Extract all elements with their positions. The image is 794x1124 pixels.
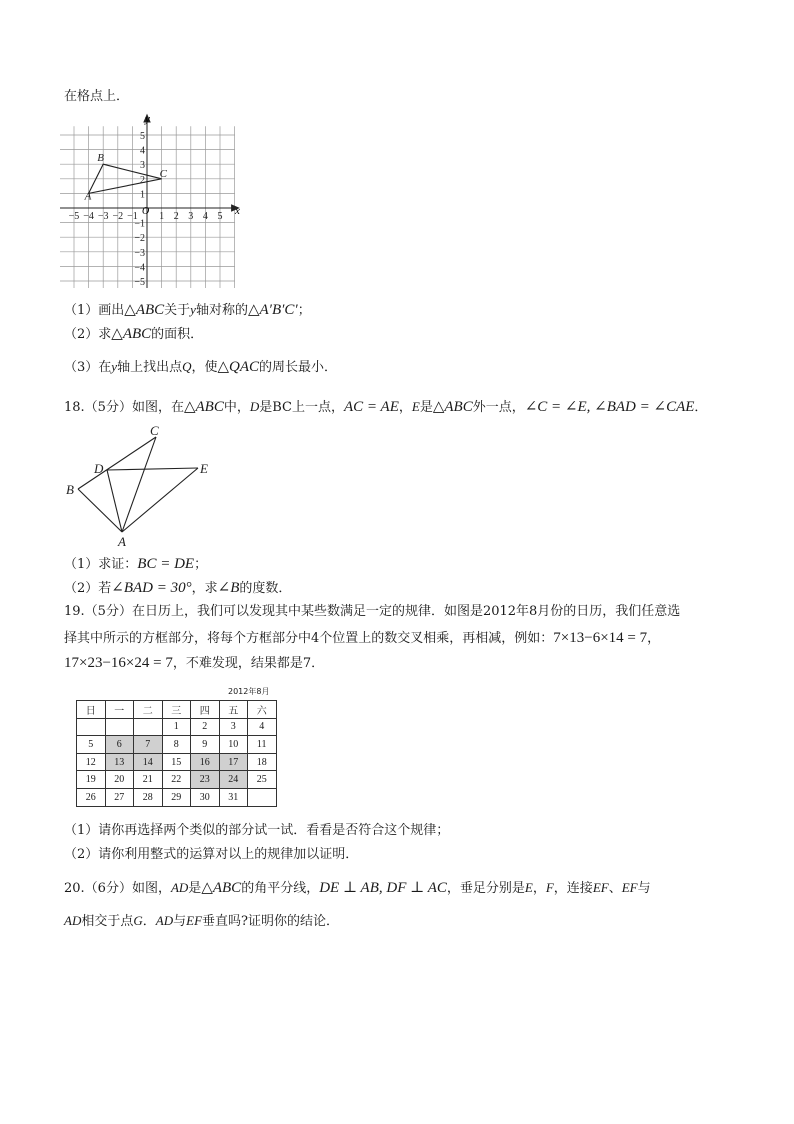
x-axis-label: x — [235, 205, 240, 217]
calendar-day-cell: 21 — [134, 771, 163, 789]
label-B: B — [66, 482, 74, 497]
calendar-day-cell: 10 — [219, 736, 248, 754]
q20-line1: 20.（6分）如图，AD是△ABC的角平分线，DE ⊥ AB, DF ⊥ AC，垂足分别是E，F，连接EF、EF与 — [64, 880, 651, 896]
calendar-day-cell: 28 — [134, 788, 163, 806]
calendar-weekday-cell: 二 — [134, 701, 163, 719]
q20-line2: AD相交于点G．AD与EF垂直吗?证明你的结论． — [64, 913, 339, 929]
calendar-weekday-cell: 一 — [105, 701, 134, 719]
q18-stem: 18.（5分）如图，在△ABC中，D是BC上一点，AC = AE，E是△ABC外一点，∠C = ∠E, ∠BAD = ∠CAE． — [64, 399, 708, 415]
calendar-table — [76, 700, 277, 807]
seg-BC — [78, 437, 156, 489]
label-C: C — [150, 424, 159, 438]
x-tick-label: −2 — [112, 211, 124, 222]
y-tick-label: −3 — [134, 247, 145, 259]
x-tick-label: −4 — [83, 211, 94, 222]
calendar-day-cell: 3 — [219, 718, 248, 736]
q19-line3: 17×23−16×24 = 7，不难发现，结果都是7． — [64, 655, 325, 671]
calendar-day-cell: 8 — [162, 736, 191, 754]
x-tick-label: −3 — [97, 211, 109, 222]
point-label-b: B — [97, 152, 104, 165]
calendar-day-cell: 2 — [191, 718, 220, 736]
calendar-week-row — [77, 718, 277, 736]
x-tick-label: 3 — [188, 211, 194, 222]
coordinate-grid-figure — [60, 112, 250, 288]
calendar-day-cell: 1 — [162, 718, 191, 736]
calendar-day-cell — [105, 718, 134, 736]
calendar-week-row — [77, 736, 277, 754]
x-tick-label: 5 — [217, 211, 223, 222]
calendar-day-cell: 16 — [191, 753, 220, 771]
label-D: D — [94, 461, 104, 476]
origin-label: O — [142, 206, 150, 217]
calendar-day-cell: 30 — [191, 788, 220, 806]
calendar-header-row — [77, 701, 277, 719]
calendar-week-row — [77, 771, 277, 789]
intro-line: 在格点上． — [64, 89, 130, 104]
label-A: A — [118, 534, 126, 549]
q19-line2: 择其中所示的方框部分，将每个方框部分中4个位置上的数交叉相乘，再相减，例如：7×13−6×14 = 7， — [64, 630, 661, 646]
point-label-a: A — [84, 190, 92, 203]
calendar-day-cell: 24 — [219, 771, 248, 789]
calendar-day-cell: 17 — [219, 753, 248, 771]
point-label-c: C — [159, 167, 167, 180]
calendar-day-cell: 7 — [134, 736, 163, 754]
x-tick-label: 1 — [159, 211, 165, 222]
calendar-day-cell: 25 — [248, 771, 277, 789]
calendar-day-cell: 5 — [77, 736, 106, 754]
calendar-weekday-cell: 日 — [77, 701, 106, 719]
calendar-day-cell: 18 — [248, 753, 277, 771]
calendar-day-cell: 20 — [105, 771, 134, 789]
y-tick-label: −4 — [134, 262, 145, 274]
y-axis-label: y — [145, 113, 150, 125]
calendar-day-cell: 9 — [191, 736, 220, 754]
calendar-day-cell: 26 — [77, 788, 106, 806]
calendar-day-cell — [248, 788, 277, 806]
calendar-weekday-cell: 五 — [219, 701, 248, 719]
calendar-weekday-cell: 三 — [162, 701, 191, 719]
y-tick-label: −2 — [134, 233, 145, 245]
y-tick-label: −1 — [134, 218, 145, 230]
calendar-day-cell: 4 — [248, 718, 277, 736]
calendar-day-cell — [77, 718, 106, 736]
q18-part1: （1）求证：BC = DE； — [64, 556, 208, 572]
seg-DA — [107, 470, 122, 532]
calendar-day-cell: 19 — [77, 771, 106, 789]
q19-line1: 19.（5分）在日历上，我们可以发现其中某些数满足一定的规律．如图是2012年8月份的日历，我们任意选 — [64, 604, 681, 619]
y-tick-label: 4 — [140, 145, 145, 157]
calendar-day-cell: 11 — [248, 736, 277, 754]
calendar-day-cell: 22 — [162, 771, 191, 789]
calendar-day-cell: 23 — [191, 771, 220, 789]
x-tick-label: 4 — [202, 211, 208, 222]
q17-part2: （2）求△ABC的面积． — [64, 326, 204, 342]
x-tick-label: −1 — [127, 211, 138, 222]
q19-part2: （2）请你利用整式的运算对以上的规律加以证明． — [64, 847, 359, 862]
calendar-day-cell: 14 — [134, 753, 163, 771]
calendar-weekday-cell: 四 — [191, 701, 220, 719]
q17-part1: （1）画出△ABC关于y轴对称的△A′B′C′； — [64, 302, 311, 318]
calendar-day-cell — [134, 718, 163, 736]
calendar-week-row — [77, 753, 277, 771]
seg-BA — [78, 489, 122, 532]
calendar-day-cell: 6 — [105, 736, 134, 754]
calendar-week-row — [77, 788, 277, 806]
y-tick-label: 2 — [140, 174, 145, 186]
q19-part1: （1）请你再选择两个类似的部分试一试．看看是否符合这个规律； — [64, 823, 450, 838]
calendar-day-cell: 13 — [105, 753, 134, 771]
seg-DE — [107, 468, 198, 470]
calendar-weekday-cell: 六 — [248, 701, 277, 719]
calendar-day-cell: 31 — [219, 788, 248, 806]
calendar-day-cell: 27 — [105, 788, 134, 806]
calendar-day-cell: 29 — [162, 788, 191, 806]
label-E: E — [200, 461, 208, 476]
y-tick-label: 3 — [140, 160, 145, 172]
q18-triangle-figure — [62, 424, 222, 549]
x-tick-label: 2 — [173, 211, 179, 222]
x-tick-label: −5 — [68, 211, 80, 222]
y-tick-label: 5 — [140, 131, 145, 142]
calendar-day-cell: 15 — [162, 753, 191, 771]
y-tick-label: −5 — [134, 277, 145, 288]
y-tick-label: 1 — [140, 189, 145, 201]
q18-part2: （2）若∠BAD = 30°，求∠B的度数． — [64, 580, 292, 596]
calendar-day-cell: 12 — [77, 753, 106, 771]
q17-part3: （3）在y轴上找出点Q，使△QAC的周长最小． — [64, 359, 338, 375]
calendar-title: 2012年8月 — [228, 687, 270, 696]
